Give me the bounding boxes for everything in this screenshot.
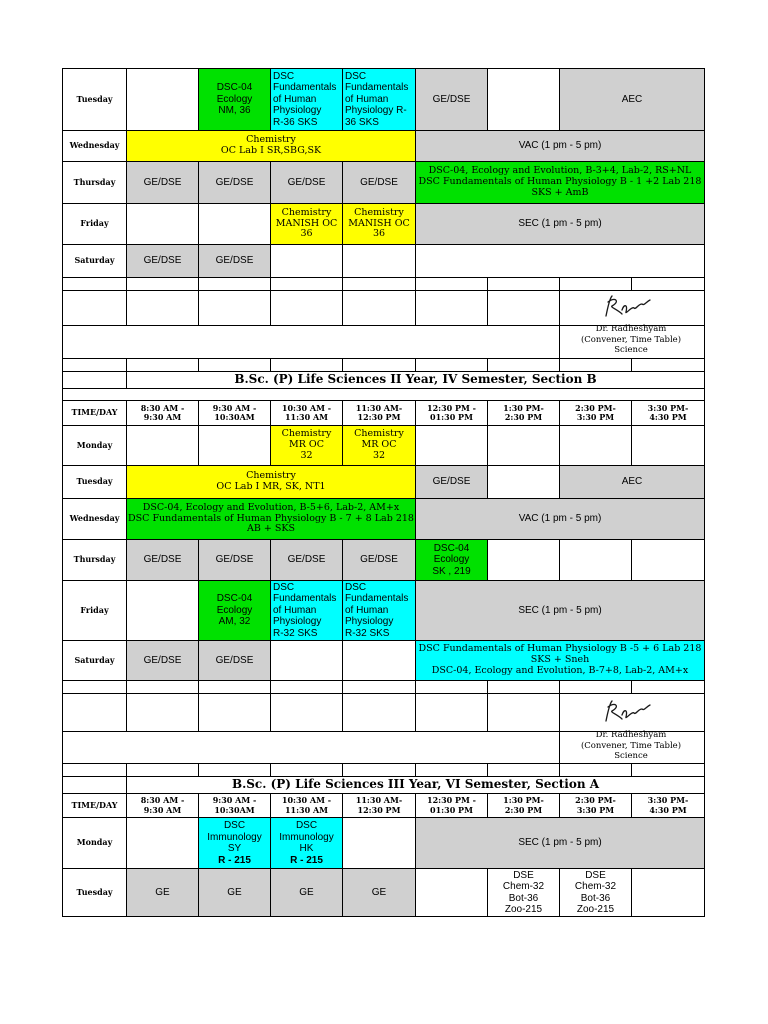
class-ge-dse: GE/DSE: [271, 162, 343, 204]
slot-empty: [271, 641, 343, 681]
header-time-day: TIME/DAY: [63, 401, 127, 426]
spacer-cell: [416, 681, 488, 694]
signatory-dept: Science: [614, 345, 648, 356]
spacer-cell: [271, 359, 343, 372]
class-aec: AEC: [560, 69, 705, 131]
spacer-cell: [488, 681, 560, 694]
class-dsc-immunology: [199, 818, 271, 869]
slot-empty: [343, 641, 416, 681]
day-label-wednesday: Wednesday: [63, 499, 127, 540]
spacer-cell: [63, 278, 127, 291]
header-slot: 2:30 PM- 3:30 PM: [560, 401, 632, 426]
spacer-cell: [271, 291, 343, 326]
spacer-cell: [199, 278, 271, 291]
spacer-cell: [199, 359, 271, 372]
timetable-grid: [62, 68, 705, 917]
spacer-cell: [343, 764, 416, 777]
header-slot: 3:30 PM- 4:30 PM: [632, 794, 705, 818]
class-vac: VAC (1 pm - 5 pm): [416, 499, 705, 540]
spacer-cell: [127, 694, 199, 732]
class-dsc-immunology: [271, 818, 343, 869]
slot-empty: [416, 869, 488, 917]
header-slot: 12:30 PM - 01:30 PM: [416, 794, 488, 818]
slot-empty: [127, 204, 199, 245]
class-dsc-physiology: DSC Fundamentals of Human Physiology R-32 SKS: [343, 581, 416, 641]
class-ge-dse: GE/DSE: [199, 641, 271, 681]
header-slot: 8:30 AM - 9:30 AM: [127, 401, 199, 426]
spacer-cell: [416, 278, 488, 291]
day-label-wednesday: Wednesday: [63, 131, 127, 162]
header-slot: 11:30 AM- 12:30 PM: [343, 401, 416, 426]
day-label-tuesday: Tuesday: [63, 69, 127, 131]
spacer-cell: [127, 291, 199, 326]
class-dsc-ecology: DSC-04 Ecology AM, 32: [199, 581, 271, 641]
class-sec: SEC (1 pm - 5 pm): [416, 204, 705, 245]
class-dsc-ecology: DSC-04 Ecology SK , 219: [416, 540, 488, 581]
signatory-role: (Convener, Time Table): [580, 740, 682, 751]
spacer-cell: [127, 764, 199, 777]
spacer-cell: [271, 681, 343, 694]
spacer-cell: [560, 764, 632, 777]
spacer-cell: [560, 681, 632, 694]
class-dsc-physiology: DSC Fundamentals of Human Physiology R-32 SKS: [271, 581, 343, 641]
day-label-tuesday: Tuesday: [63, 869, 127, 917]
slot-empty: [488, 426, 560, 466]
spacer-cell: [560, 359, 632, 372]
spacer-cell: [271, 694, 343, 732]
class-ge-dse: GE/DSE: [343, 162, 416, 204]
spacer-cell: [416, 764, 488, 777]
class-ge-dse: GE/DSE: [199, 540, 271, 581]
slot-empty: [127, 426, 199, 466]
header-slot: 10:30 AM - 11:30 AM: [271, 794, 343, 818]
spacer-cell: [416, 694, 488, 732]
spacer-cell: [343, 278, 416, 291]
signature-row: [63, 732, 560, 764]
spacer-cell: [488, 291, 560, 326]
slot-empty: [632, 540, 705, 581]
spacer-cell: [560, 278, 632, 291]
spacer-cell: [127, 681, 199, 694]
spacer-cell: [63, 681, 127, 694]
day-label-saturday: Saturday: [63, 245, 127, 278]
header-slot: 3:30 PM- 4:30 PM: [632, 401, 705, 426]
class-dsc-lab: DSC-04, Ecology and Evolution, B-3+4, Lab-2, RS+NL DSC Fundamentals of Human Physiology B - 1 +2 Lab 218 SKS + AmB: [416, 162, 705, 204]
class-ge: GE: [127, 869, 199, 917]
day-label-thursday: Thursday: [63, 540, 127, 581]
class-dsc-lab: DSC-04, Ecology and Evolution, B-5+6, Lab-2, AM+x DSC Fundamentals of Human Physiology B - 7 + 8 Lab 218 AB + SKS: [127, 499, 416, 540]
title-row-blank: [63, 777, 127, 794]
class-chemistry: Chemistry MR OC 32: [271, 426, 343, 466]
signatory-name: Dr. Radheshyam: [595, 324, 667, 334]
class-chemistry-lab: Chemistry OC Lab I SR,SBG,SK: [127, 131, 416, 162]
class-dse: DSE Chem-32 Bot-36 Zoo-215: [488, 869, 560, 917]
slot-empty: [199, 426, 271, 466]
slot-empty: [416, 245, 705, 278]
slot-empty: [199, 204, 271, 245]
day-label-friday: Friday: [63, 581, 127, 641]
signature-caption: [565, 730, 697, 762]
slot-empty: [127, 581, 199, 641]
spacer-cell: [127, 278, 199, 291]
class-dsc-physiology: DSC Fundamentals of Human Physiology R- 36 SKS: [343, 69, 416, 131]
signature-icon: [598, 292, 664, 322]
class-chemistry: Chemistry MANISH OC 36: [271, 204, 343, 245]
slot-empty: [632, 426, 705, 466]
class-ge-dse: GE/DSE: [127, 641, 199, 681]
class-ge: GE: [343, 869, 416, 917]
spacer-cell: [488, 278, 560, 291]
spacer-cell: [63, 694, 127, 732]
signatory-name: Dr. Radheshyam: [595, 730, 667, 740]
class-ge-dse: GE/DSE: [199, 245, 271, 278]
day-label-tuesday: Tuesday: [63, 466, 127, 499]
spacer-cell: [271, 278, 343, 291]
spacer-cell: [127, 359, 199, 372]
class-ge-dse: GE/DSE: [271, 540, 343, 581]
class-ge: GE: [199, 869, 271, 917]
class-ge-dse: GE/DSE: [343, 540, 416, 581]
slot-empty: [488, 540, 560, 581]
class-ge-dse: GE/DSE: [127, 245, 199, 278]
spacer-cell: [632, 764, 705, 777]
header-slot: 10:30 AM - 11:30 AM: [271, 401, 343, 426]
spacer-cell: [63, 764, 127, 777]
slot-empty: [416, 426, 488, 466]
class-sec: SEC (1 pm - 5 pm): [416, 818, 705, 869]
day-label-thursday: Thursday: [63, 162, 127, 204]
signature-icon: [598, 697, 664, 727]
header-slot: 1:30 PM- 2:30 PM: [488, 401, 560, 426]
spacer-cell: [416, 291, 488, 326]
class-dsc-lab: DSC Fundamentals of Human Physiology B -5 + 6 Lab 218 SKS + Sneh DSC-04, Ecology and Evolution, B-7+8, Lab-2, AM+x: [416, 641, 705, 681]
signature-caption: [565, 324, 697, 356]
header-slot: 2:30 PM- 3:30 PM: [560, 794, 632, 818]
header-slot: 8:30 AM - 9:30 AM: [127, 794, 199, 818]
spacer-cell: [343, 694, 416, 732]
class-dsc-immunology-text: DSC Immunology HK: [279, 820, 334, 854]
spacer-cell: [63, 389, 705, 401]
section-title: B.Sc. (P) Life Sciences III Year, VI Semester, Section A: [127, 777, 705, 794]
class-ge-dse: GE/DSE: [416, 466, 488, 499]
section-title: B.Sc. (P) Life Sciences II Year, IV Semester, Section B: [127, 372, 705, 389]
slot-empty: [560, 540, 632, 581]
spacer-cell: [199, 694, 271, 732]
spacer-cell: [199, 764, 271, 777]
header-slot: 12:30 PM - 01:30 PM: [416, 401, 488, 426]
class-vac: VAC (1 pm - 5 pm): [416, 131, 705, 162]
spacer-cell: [343, 359, 416, 372]
class-chemistry: Chemistry MANISH OC 36: [343, 204, 416, 245]
spacer-cell: [343, 681, 416, 694]
class-ge-dse: GE/DSE: [127, 540, 199, 581]
class-dsc-ecology: DSC-04 Ecology NM, 36: [199, 69, 271, 131]
class-ge-dse: GE/DSE: [199, 162, 271, 204]
spacer-cell: [632, 359, 705, 372]
class-ge-dse: GE/DSE: [416, 69, 488, 131]
spacer-cell: [488, 359, 560, 372]
class-dsc-immunology-text: DSC Immunology SY: [207, 820, 262, 854]
class-dse: DSE Chem-32 Bot-36 Zoo-215: [560, 869, 632, 917]
slot-empty: [343, 245, 416, 278]
slot-empty: [271, 245, 343, 278]
day-label-monday: Monday: [63, 818, 127, 869]
slot-empty: [632, 869, 705, 917]
slot-empty: [560, 426, 632, 466]
class-aec: AEC: [560, 466, 705, 499]
spacer-cell: [488, 694, 560, 732]
day-label-saturday: Saturday: [63, 641, 127, 681]
class-ge-dse: GE/DSE: [127, 162, 199, 204]
spacer-cell: [199, 681, 271, 694]
class-dsc-physiology: DSC Fundamentals of Human Physiology R-36 SKS: [271, 69, 343, 131]
spacer-cell: [199, 291, 271, 326]
class-room: R - 215: [290, 854, 323, 866]
spacer-cell: [63, 291, 127, 326]
slot-empty: [488, 69, 560, 131]
signatory-role: (Convener, Time Table): [580, 334, 682, 345]
spacer-cell: [488, 764, 560, 777]
title-row-blank: [63, 372, 127, 389]
class-chemistry: Chemistry MR OC 32: [343, 426, 416, 466]
spacer-cell: [271, 764, 343, 777]
spacer-cell: [343, 291, 416, 326]
slot-empty: [343, 818, 416, 869]
header-time-day: TIME/DAY: [63, 794, 127, 818]
class-chemistry-lab: Chemistry OC Lab I MR, SK, NT1: [127, 466, 416, 499]
day-label-friday: Friday: [63, 204, 127, 245]
slot-empty: [127, 69, 199, 131]
class-room: R - 215: [218, 854, 251, 866]
class-sec: SEC (1 pm - 5 pm): [416, 581, 705, 641]
header-slot: 11:30 AM- 12:30 PM: [343, 794, 416, 818]
spacer-cell: [632, 278, 705, 291]
header-slot: 9:30 AM - 10:30AM: [199, 794, 271, 818]
day-label-monday: Monday: [63, 426, 127, 466]
spacer-cell: [416, 359, 488, 372]
header-slot: 9:30 AM - 10:30AM: [199, 401, 271, 426]
slot-empty: [488, 466, 560, 499]
signature-row: [63, 326, 560, 359]
signatory-dept: Science: [614, 751, 648, 762]
slot-empty: [127, 818, 199, 869]
spacer-cell: [63, 359, 127, 372]
header-slot: 1:30 PM- 2:30 PM: [488, 794, 560, 818]
spacer-cell: [632, 681, 705, 694]
class-ge: GE: [271, 869, 343, 917]
